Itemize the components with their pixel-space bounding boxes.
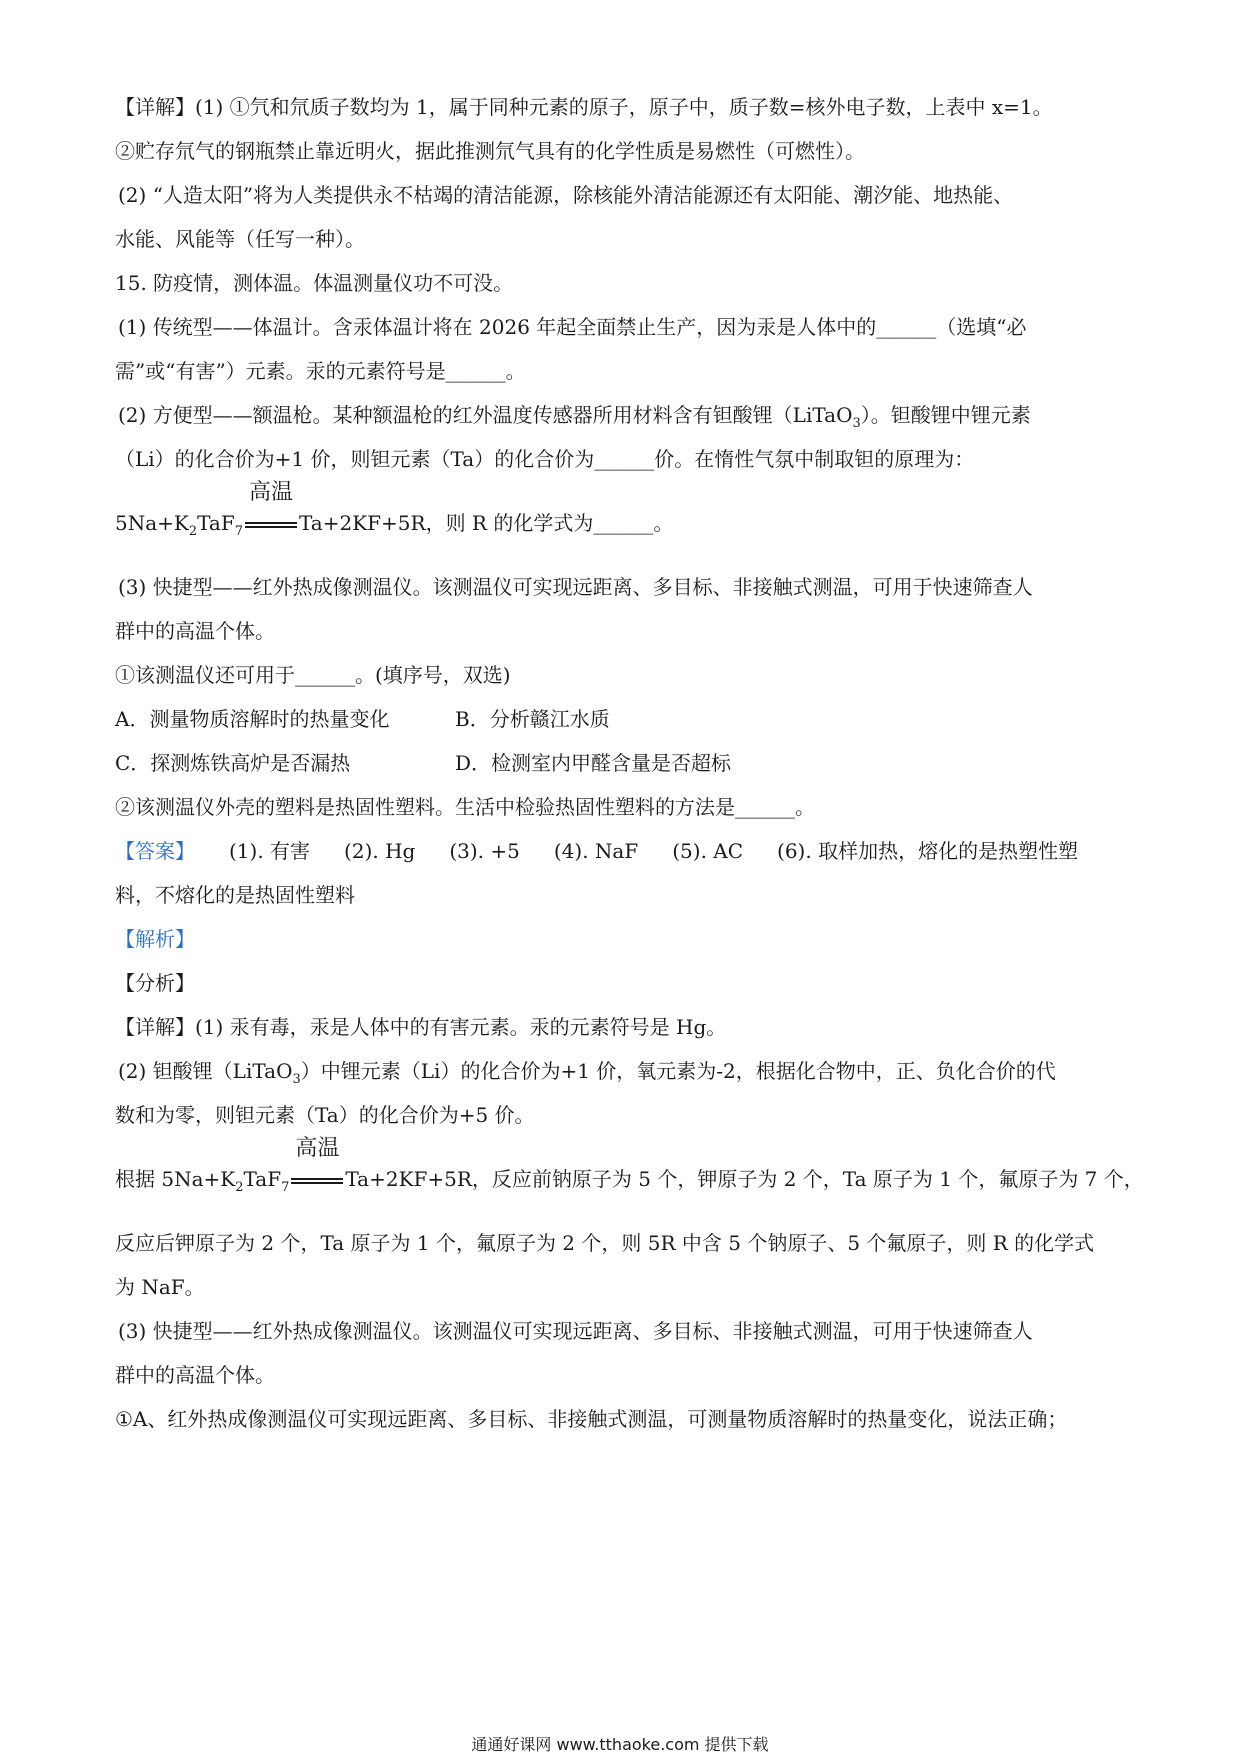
solution-line-3: 数和为零，则钽元素（Ta）的化合价为+5 价。 [115,1103,535,1127]
reactants: 根据 5Na+K [115,1167,236,1191]
question-line-7: ①该测温仪还可用于______。(填序号，双选) [115,663,511,687]
detail-line-1: 【详解】(1) ①氕和氘质子数均为 1，属于同种元素的原子，原子中，质子数=核外电子数，上表中 x=1。 [115,95,1053,119]
reactants: 5Na+K [115,511,189,535]
solution-line-7: (3) 快捷型——红外热成像测温仪。该测温仪可实现远距离、多目标、非接触式测温，可用于快速筛查人 [118,1319,1033,1343]
question-line-6: 群中的高温个体。 [115,619,275,643]
double-bar-icon [245,522,297,528]
subscript: 2 [235,1180,244,1195]
options-row-1 [115,704,1135,734]
text-part: ）中锂元素（Li）的化合价为+1 价，氧元素为-2，根据化合物中，正、负化合价的代 [300,1059,1056,1083]
reaction-equation-2 [115,1136,1144,1203]
option-d: D．检测室内甲醛含量是否超标 [455,751,732,775]
text-part: ）。钽酸锂中锂元素 [860,403,1031,427]
reaction-arrow [291,1136,343,1194]
reactants: TaF [243,1167,282,1191]
solution-line-2 [118,1056,1138,1095]
option-b: B．分析赣江水质 [455,707,610,731]
analysis-label: 【解析】 [115,927,195,951]
answer-3: (3). +5 [449,839,520,863]
detail-line-4: 水能、风能等（任写一种）。 [115,227,365,251]
question-line-8: ②该测温仪外壳的塑料是热固性塑料。生活中检验热固性塑料的方法是______。 [115,795,815,819]
question-line-4: （Li）的化合价为+1 价，则钽元素（Ta）的化合价为______价。在惰性气氛中制取钽的原理为： [115,447,975,471]
subscript: 2 [188,524,198,539]
solution-line-6: 为 NaF。 [115,1275,205,1299]
question-line-1: (1) 传统型——体温计。含汞体温计将在 2026 年起全面禁止生产，因为汞是人体中的______（选填“必 [118,315,1027,339]
subscript: 3 [852,416,861,431]
answer-4: (4). NaF [553,839,639,863]
question-line-5: (3) 快捷型——红外热成像测温仪。该测温仪可实现远距离、多目标、非接触式测温，可用于快速筛查人 [118,575,1033,599]
double-bar-icon [291,1178,343,1184]
solution-line-5: 反应后钾原子为 2 个，Ta 原子为 1 个，氟原子为 2 个，则 5R 中含 5 个钠原子、5 个氟原子，则 R 的化学式 [115,1231,1095,1255]
subscript: 7 [234,524,244,539]
question-line-3 [118,400,1138,439]
answer-continuation: 料，不熔化的是热固性塑料 [115,883,355,907]
subscript: 7 [281,1180,290,1195]
answer-line [115,836,1135,866]
products: Ta+2KF+5R，则 R 的化学式为______。 [299,511,674,535]
solution-line-1: 【详解】(1) 汞有毒，汞是人体中的有害元素。汞的元素符号是 Hg。 [115,1015,727,1039]
options-row-2 [115,748,1135,778]
answer-1: (1). 有害 [229,839,311,863]
page-footer: 通通好课网 www.tthaoke.com 提供下载 [471,1735,769,1754]
solution-line-8: 群中的高温个体。 [115,1363,275,1387]
reaction-equation-1 [115,480,1135,547]
answer-6: (6). 取样加热，熔化的是热塑性塑 [777,839,1079,863]
solution-line-9: ①A、红外热成像测温仪可实现远距离、多目标、非接触式测温，可测量物质溶解时的热量变化，说法正确； [115,1407,1068,1431]
products: Ta+2KF+5R，反应前钠原子为 5 个，钾原子为 2 个，Ta 原子为 1 个，氟原子为 7 个， [345,1167,1144,1191]
reactants: TaF [197,511,235,535]
subscript: 3 [292,1072,301,1087]
detail-line-2: ②贮存氘气的钢瓶禁止靠近明火，据此推测氘气具有的化学性质是易燃性（可燃性）。 [115,139,865,163]
text-part: (2) 方便型——额温枪。某种额温枪的红外温度传感器所用材料含有钽酸锂（LiTaO [118,403,853,427]
answer-2: (2). Hg [344,839,416,863]
answer-label: 【答案】 [115,839,195,863]
option-c: C．探测炼铁高炉是否漏热 [115,751,351,775]
question-line-2: 需”或“有害”）元素。汞的元素符号是______。 [115,359,526,383]
reaction-condition: 高温 [249,480,294,505]
reaction-condition: 高温 [295,1136,340,1161]
reaction-arrow [245,480,297,538]
text-part: (2) 钽酸锂（LiTaO [118,1059,293,1083]
question-15-title: 15. 防疫情，测体温。体温测量仪功不可没。 [115,271,514,295]
fenxi-label: 【分析】 [115,971,195,995]
detail-line-3: (2) “人造太阳”将为人类提供永不枯竭的清洁能源，除核能外清洁能源还有太阳能、潮汐能、地热能、 [118,183,1014,207]
option-a: A．测量物质溶解时的热量变化 [115,707,390,731]
answer-5: (5). AC [672,839,744,863]
